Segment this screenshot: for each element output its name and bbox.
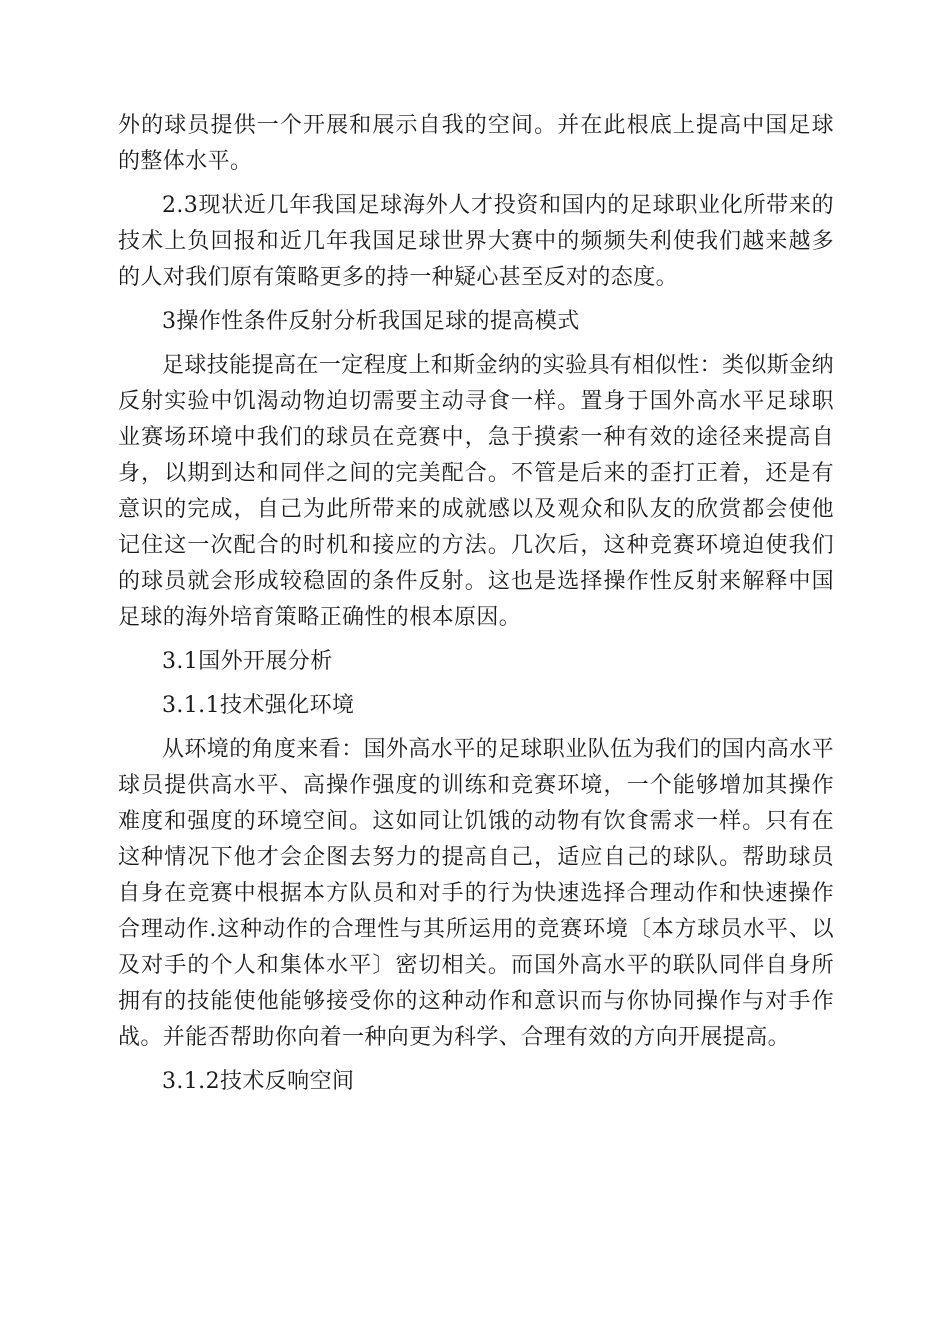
- section-heading-3-1-2: 3.1.2技术反响空间: [162, 1069, 355, 1094]
- document-body: [118, 108, 834, 1108]
- paragraph-continuation: 外的球员提供一个开展和展示自我的空间。并在此根底上提高中国足球的整体水平。: [118, 113, 834, 174]
- section-heading-3: 3操作性条件反射分析我国足球的提高模式: [162, 309, 580, 334]
- paragraph-skinner-analysis: 足球技能提高在一定程度上和斯金纳的实验具有相似性：类似斯金纳反射实验中饥渴动物迫切需要主动寻食一样。置身于国外高水平足球职业赛场环境中我们的球员在竞赛中，急于摸索一种有效的途径来提高自身，以期到达和同伴之间的完美配合。不管是后来的歪打正着，还是有意识的完成，自己为此所带来的成就感以及观众和队友的欣赏都会使他记住这一次配合的时机和接应的方法。几次后，这种竞赛环境迫使我们的球员就会形成较稳固的条件反射。这也是选择操作性反射来解释中国足球的海外培育策略正确性的根本原因。: [118, 353, 835, 630]
- section-heading-3-1: 3.1国外开展分析: [162, 649, 333, 674]
- paragraph-environment: 从环境的角度来看：国外高水平的足球职业队伍为我们的国内高水平球员提供高水平、高操作强度的训练和竞赛环境，一个能够增加其操作难度和强度的环境空间。这如同让饥饿的动物有饮食需求一样。只有在这种情况下他才会企图去努力的提高自己，适应自己的球队。帮助球员自身在竞赛中根据本方队员和对手的行为快速选择合理动作和快速操作合理动作.这种动作的合理性与其所运用的竞赛环境〔本方球员水平、以及对手的个人和集体水平〕密切相关。而国外高水平的联队同伴自身所拥有的技能使他能够接受你的这种动作和意识而与你协同操作与对手作战。并能否帮助你向着一种向更为科学、合理有效的方向开展提高。: [118, 737, 835, 1050]
- section-heading-3-1-1: 3.1.1技术强化环境: [162, 693, 355, 718]
- paragraph-2-3-status: 2.3现状近几年我国足球海外人才投资和国内的足球职业化所带来的技术上负回报和近几年我国足球世界大赛中的频频失利使我们越来越多的人对我们原有策略更多的持一种疑心甚至反对的态度。: [118, 193, 834, 290]
